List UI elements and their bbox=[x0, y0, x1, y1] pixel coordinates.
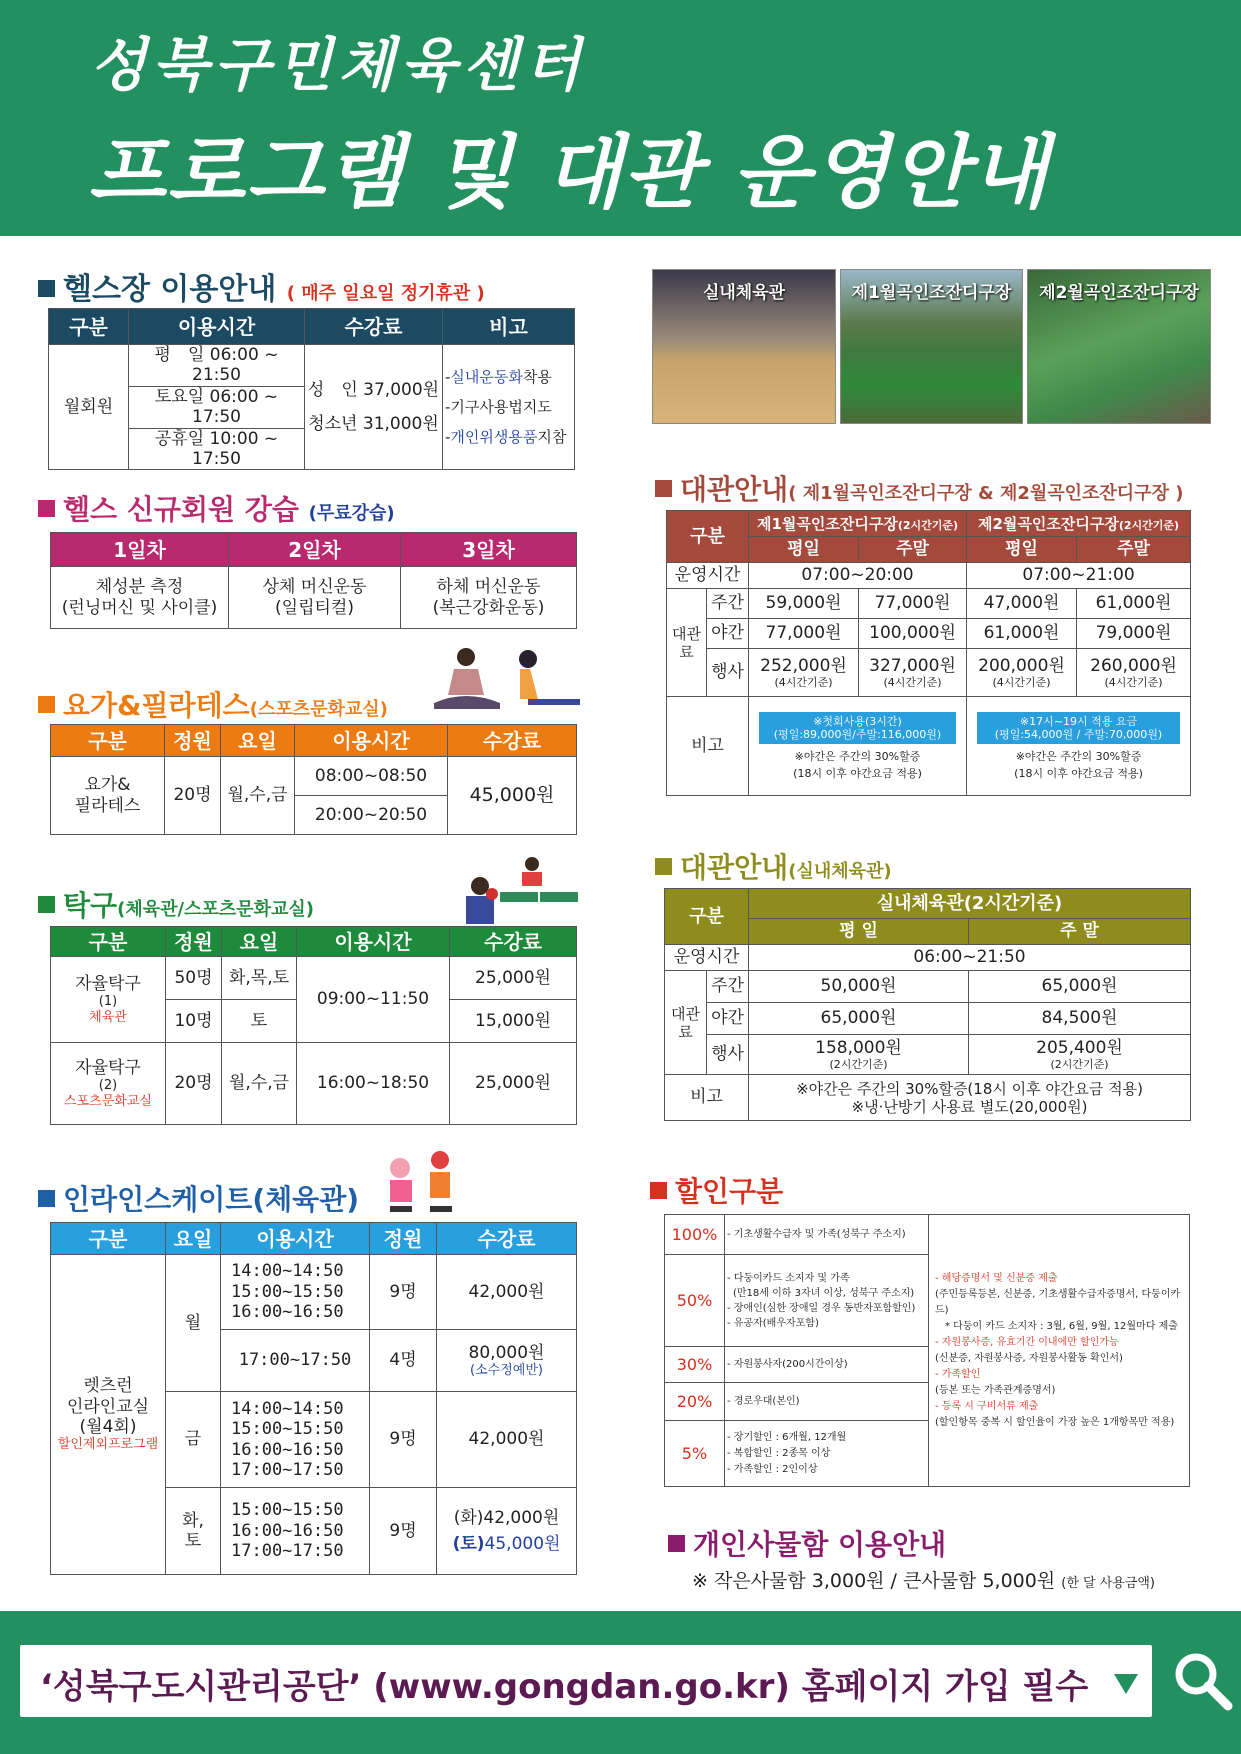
square-bullet-icon bbox=[650, 1182, 667, 1199]
square-bullet-icon bbox=[655, 858, 672, 875]
square-bullet-icon bbox=[668, 1535, 685, 1552]
health-table: 구분 이용시간 수강료 비고 월회원 평 일 06:00 ~ 21:50 성 인 37,000원 청소년 31,000원 -실내운동화착용 -기구사용법지도 -개인위생용품지참 토요일 06:00 ~ 17:50 공휴일 10:00 ~ 17:50 bbox=[48, 308, 575, 470]
inline-section-title: 인라인스케이트(체육관) bbox=[38, 1178, 359, 1218]
photo-turf-field-2: 제2월곡인조잔디구장 bbox=[1027, 269, 1211, 424]
discount-section-title: 할인구분 bbox=[650, 1170, 783, 1210]
photo-indoor-gym: 실내체육관 bbox=[652, 269, 836, 424]
tabletennis-table: 구분 정원 요일 이용시간 수강료 자율탁구 (1) 체육관 50명 화,목,토 09:00~11:50 25,000원 10명 토 15,000원 자율탁구 (2) 스포츠문화교실 20명 월,수,금 16:00~18:50 25,000원 bbox=[50, 926, 577, 1125]
title-line1: 성북구민체육센터 bbox=[90, 31, 587, 99]
health-section-title: 헬스장 이용안내 ( 매주 일요일 정기휴관 ) bbox=[38, 264, 485, 308]
square-bullet-icon bbox=[38, 1190, 55, 1207]
discount-table: 100% - 기초생활수급자 및 가족(성북구 주소지) - 해당증명서 및 신분증 제출 (주민등록등본, 신분증, 기초생활수급자증명서, 다둥이카드) * 다둥이 카드 소지자 : 3월, 6월, 9월, 12월마다 제출 - 자원봉사증, 유효기간 이내에만 할인가능 (신분증, 자원봉사증, 자원봉사활동 확인서) - 가족할인 (등본 또는 가족관계증명서) - 등록 시 구비서류 제출 (할인항목 중복 시 할인율이 가장 높은 1개항목만 적용) 50% - 다둥이카드 소지자 및 가족 (만18세 이하 3자녀 이상, 성북구 주소지) - 장애인(심한 장애일 경우 동반자포함할인) - 유공자(배우자포함) 30% - 자원봉사자(200시간이상) 20% - 경로우대(본인) 5% - 장기할인 : 6개월, 12개월 - 복합할인 : 2종목 이상 - 가족할인 : 2인이상 bbox=[664, 1214, 1190, 1487]
square-bullet-icon bbox=[38, 896, 55, 913]
square-bullet-icon bbox=[38, 500, 55, 517]
rental-turf-section-title: 대관안내( 제1월곡인조잔디구장 & 제2월곡인조잔디구장 ) bbox=[655, 468, 1183, 508]
square-bullet-icon bbox=[38, 696, 55, 713]
footer-notice-text: ‘성북구도시관리공단’ (www.gongdan.go.kr) 홈페이지 가입 필수 bbox=[40, 1667, 1089, 1707]
table-tennis-illustration bbox=[462, 852, 580, 926]
search-icon[interactable] bbox=[1172, 1650, 1234, 1712]
yoga-section-title: 요가&필라테스(스포츠문화교실) bbox=[38, 684, 388, 724]
photo-turf-field-1: 제1월곡인조잔디구장 bbox=[840, 269, 1023, 424]
yoga-illustration bbox=[428, 645, 588, 715]
rental-turf-table: 구분 제1월곡인조잔디구장(2시간기준) 제2월곡인조잔디구장(2시간기준) 평일 주말 평일 주말 운영시간 07:00~20:00 07:00~21:00 대관료 주간 59,000원 77,000원 47,000원 61,000원 야간 77,000원 100,000원 61,000원 79,000원 행사 252,000원 (4시간기준) 327,000원 (4시간기준) 200,000원 (4시간기준) 260,000원 (4시간기준) 비고 ※첫회사용(3시간) (평일:89,000원/주말:116,000원) ※야간은 주간의 30%할증 (18시 이후 야간요금 적용) ※17시~19시 적용 요금 (평일:54,000원 / 주말:70,000원) ※야간은 주간의 30%할증 (18시 이후 야간요금 적용) bbox=[666, 510, 1191, 796]
tabletennis-section-title: 탁구(체육관/스포츠문화교실) bbox=[38, 884, 314, 924]
newmember-section-title: 헬스 신규회원 강습 (무료강습) bbox=[38, 488, 395, 528]
triangle-down-icon bbox=[1112, 1672, 1140, 1696]
rental-gym-table: 구분 실내체육관(2시간기준) 평 일 주 말 운영시간 06:00~21:50 대관료 주간 50,000원 65,000원 야간 65,000원 84,500원 행사 158,000원 (2시간기준) 205,400원 (2시간기준) 비고 ※야간은 주간의 30%할증(18시 이후 야간요금 적용) ※냉·난방기 사용료 별도(20,000원) bbox=[664, 888, 1191, 1121]
locker-text: ※ 작은사물함 3,000원 / 큰사물함 5,000원 (한 달 사용금액) bbox=[692, 1570, 1156, 1592]
square-bullet-icon bbox=[38, 280, 55, 297]
rental-gym-section-title: 대관안내(실내체육관) bbox=[655, 846, 892, 886]
inline-skate-illustration bbox=[382, 1150, 462, 1222]
inline-table: 구분 요일 이용시간 정원 수강료 렛츠런 인라인교실 (월4회) 할인제외프로그램 월 14:00~14:50 15:00~15:50 16:00~16:50 9명 42,000원 17:00~17:50 4명 80,000원 (소수정예반) 금 14:00~14:50 15:00~15:50 16:00~16:50 17:00~17:50 9명 42,000원 화, 토 15:00~15:50 16:00~16:50 17:00~17:50 9명 (화)42,000원 (토)45,000원 bbox=[50, 1222, 577, 1575]
square-bullet-icon bbox=[655, 480, 672, 497]
title-line2: 프로그램 및 대관 운영안내 bbox=[88, 126, 1050, 219]
newmember-table: 1일차 2일차 3일차 체성분 측정 (런닝머신 및 사이클) 상체 머신운동 (일립티컬) 하체 머신운동 (복근강화운동) bbox=[50, 532, 577, 629]
locker-section-title: 개인사물함 이용안내 bbox=[668, 1523, 946, 1563]
yoga-table: 구분 정원 요일 이용시간 수강료 요가& 필라테스 20명 월,수,금 08:00~08:50 45,000원 20:00~20:50 bbox=[50, 724, 577, 835]
